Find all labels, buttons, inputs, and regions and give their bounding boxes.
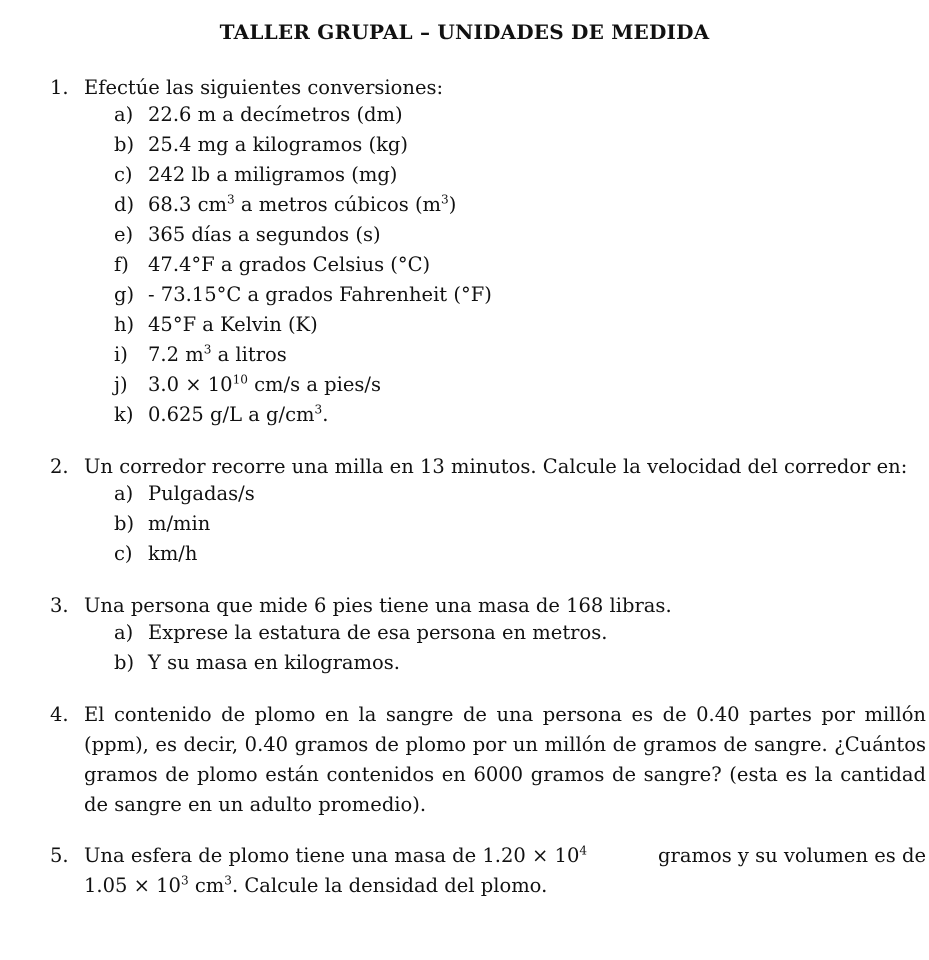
question-number: 1. bbox=[50, 76, 69, 99]
question-1 bbox=[50, 73, 926, 103]
list-item: c) 242 lb a miligramos (mg) bbox=[114, 163, 398, 186]
list-item: k) 0.625 g/L a $g/cm^3$. bbox=[114, 402, 329, 426]
question-text: Una persona que mide 6 pies tiene una masa de 168 libras. bbox=[84, 594, 672, 617]
question-2 bbox=[50, 452, 926, 482]
list-item: f) 47.4°F a grados Celsius (°C) bbox=[114, 253, 431, 276]
question-text: Un corredor recorre una milla en 13 minutos. Calcule la velocidad del corredor en: bbox=[84, 455, 908, 478]
list-item: b) m/min bbox=[114, 512, 211, 535]
list-item: h) 45°F a Kelvin (K) bbox=[114, 313, 318, 336]
list-item: b) Y su masa en kilogramos. bbox=[114, 651, 400, 674]
list-item: e) 365 días a segundos (s) bbox=[114, 223, 381, 246]
list-item: j) $3.0 \times 10^{10}$ cm/s a pies/s bbox=[114, 372, 381, 396]
list-item: a) 22.6 m a decímetros (dm) bbox=[114, 103, 403, 126]
question-5 bbox=[50, 841, 926, 901]
list-item: g) - 73.15°C a grados Fahrenheit (°F) bbox=[114, 283, 492, 306]
question-4 bbox=[50, 700, 926, 820]
list-item: i) 7.2 $m^3$ a litros bbox=[114, 342, 287, 366]
list-item: a) Exprese la estatura de esa persona en metros. bbox=[114, 621, 608, 644]
list-item: d) 68.3 $cm^3$ a metros cúbicos $(m^3)$ bbox=[114, 192, 457, 216]
question-number: 2. bbox=[50, 455, 69, 478]
list-item: a) Pulgadas/s bbox=[114, 482, 255, 505]
list-item: b) 25.4 mg a kilogramos (kg) bbox=[114, 133, 409, 156]
question-3 bbox=[50, 591, 926, 621]
question-number: 4. bbox=[50, 703, 69, 726]
question-number: 5. bbox=[50, 844, 69, 867]
list-item: c) km/h bbox=[114, 542, 198, 565]
question-text: Efectúe las siguientes conversiones: bbox=[84, 76, 444, 99]
page-title: TALLER GRUPAL – UNIDADES DE MEDIDA bbox=[219, 20, 710, 44]
question-text: El contenido de plomo en la sangre de una persona es de 0.40 partes por millón (ppm), es decir, 0.40 gramos de plomo por un millón de gramos de sangre. ¿Cuántos gramos de plomo están contenidos en 6000 gramos de sangre? (esta es la cantidad de sangre en un adulto promedio). bbox=[84, 703, 926, 816]
question-text: Una esfera de plomo tiene una masa de $1.20 \times 10^4$ gramos y su volumen es de $1.05 \times 10^3$ $cm^3$. Calcule la densidad del plomo. bbox=[84, 843, 926, 897]
question-number: 3. bbox=[50, 594, 69, 617]
